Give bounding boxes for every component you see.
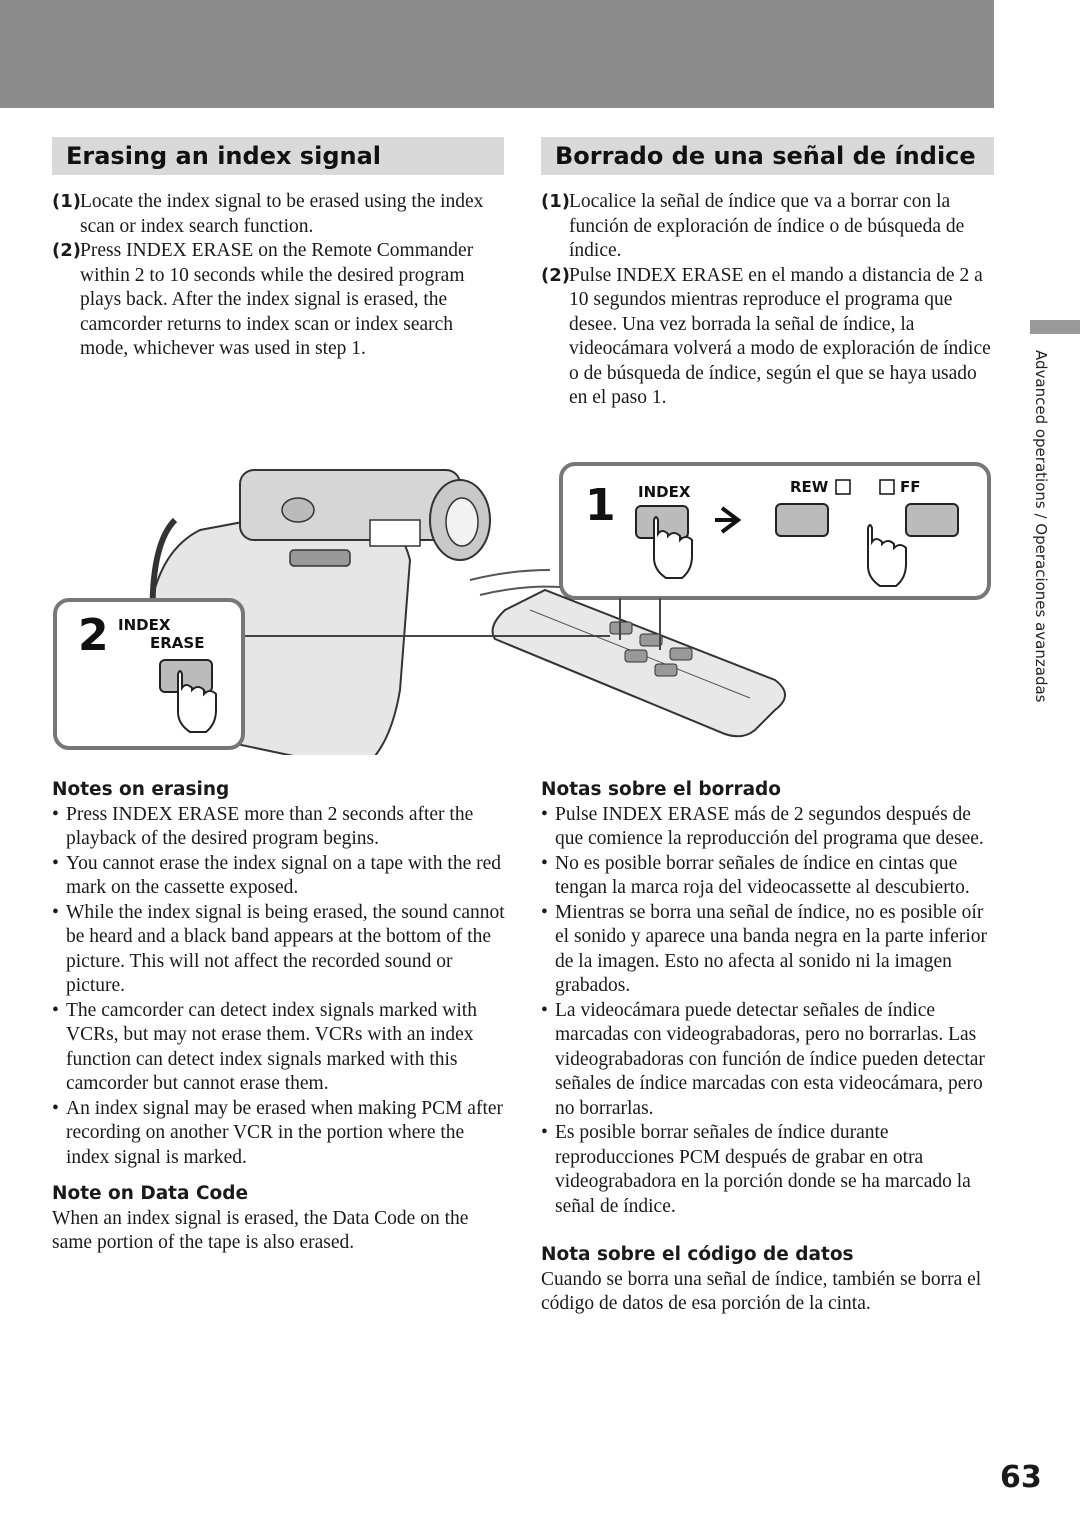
english-notes	[52, 778, 506, 1256]
datacode-text: Cuando se borra una señal de índice, también se borra el código de datos de esa porción de la cinta.	[541, 1268, 982, 1314]
step-item: (1) Localice la señal de índice que va a borrar con la función de exploración de índice o de búsqueda de índice.	[541, 191, 965, 261]
header-band	[0, 0, 994, 108]
rew-button-icon	[776, 504, 828, 536]
section-side-label: Advanced operations / Operaciones avanzadas	[1032, 350, 1050, 703]
datacode-text: When an index signal is erased, the Data Code on the same portion of the tape is also erased.	[52, 1207, 469, 1253]
step-item: (1) Locate the index signal to be erased using the index scan or index search function.	[52, 191, 484, 237]
notes-heading: Notes on erasing	[52, 779, 230, 800]
note-item: • You cannot erase the index signal on a tape with the red mark on the cassette exposed.	[52, 852, 506, 901]
page-number: 63	[1000, 1460, 1042, 1495]
note-item: • Es posible borrar señales de índice durante reproducciones PCM después de grabar en otra videograbadora en la porción donde se ha marcado la señal de índice.	[541, 1121, 993, 1219]
english-steps	[52, 190, 502, 362]
datacode-heading: Note on Data Code	[52, 1183, 249, 1204]
datacode-heading: Nota sobre el código de datos	[541, 1244, 854, 1265]
step2-index-label: INDEX	[118, 616, 171, 634]
rew-label: REW	[790, 478, 829, 496]
note-item: • An index signal may be erased when making PCM after recording on another VCR in the portion where the index signal is marked.	[52, 1097, 506, 1171]
step1-number: 1	[585, 480, 616, 531]
spanish-notes	[541, 778, 993, 1317]
note-item: • Mientras se borra una señal de índice, no es posible oír el sonido y aparece una banda negra en la parte inferior de la imagen. Esto no afecta al sonido ni la imagen grabados.	[541, 901, 993, 999]
remote-erase-illustration	[50, 450, 995, 755]
note-item: • The camcorder can detect index signals marked with VCRs, but may not erase them. VCRs with an index function can detect index signals marked with this camcorder but cannot erase them.	[52, 999, 506, 1097]
note-item: • Pulse INDEX ERASE más de 2 segundos después de que comience la reproducción del programa que desee.	[541, 803, 993, 852]
rew-icon	[836, 480, 850, 494]
step2-number: 2	[78, 610, 109, 661]
step-item: (2) Press INDEX ERASE on the Remote Commander within 2 to 10 seconds while the desired program plays back. After the index signal is erased, the camcorder returns to index scan or index search mode, whichever was used in step 1.	[52, 240, 474, 359]
step2-erase-label: ERASE	[150, 634, 205, 652]
note-item: • La videocámara puede detectar señales de índice marcadas con videograbadoras, pero no borrarlas. Las videograbadoras con función de índice pueden detectar señales de índice marcadas con esta videocámara, pero no borrarlas.	[541, 999, 993, 1122]
note-item: • Press INDEX ERASE more than 2 seconds after the playback of the desired program begins.	[52, 803, 506, 852]
ff-label: FF	[900, 478, 921, 496]
ff-button-icon	[906, 504, 958, 536]
spanish-title: Borrado de una señal de índice	[541, 137, 994, 175]
note-item: • No es posible borrar señales de índice en cintas que tengan la marca roja del videocassette al descubierto.	[541, 852, 993, 901]
section-tab	[1030, 320, 1080, 334]
step1-index-label: INDEX	[638, 483, 691, 501]
spanish-steps	[541, 190, 993, 411]
step-item: (2) Pulse INDEX ERASE en el mando a distancia de 2 a 10 segundos mientras reproduce el programa que desee. Una vez borrada la señal de índice, la videocámara volverá a modo de exploración de índice o de búsqueda de índice, según el que se haya usado en el paso 1.	[541, 264, 991, 408]
note-item: • While the index signal is being erased, the sound cannot be heard and a black band appears at the bottom of the picture. This will not affect the recorded sound or picture.	[52, 901, 506, 999]
remote-commander-drawing	[493, 590, 785, 736]
ff-icon	[880, 480, 894, 494]
notes-heading: Notas sobre el borrado	[541, 779, 782, 800]
english-title: Erasing an index signal	[52, 137, 504, 175]
